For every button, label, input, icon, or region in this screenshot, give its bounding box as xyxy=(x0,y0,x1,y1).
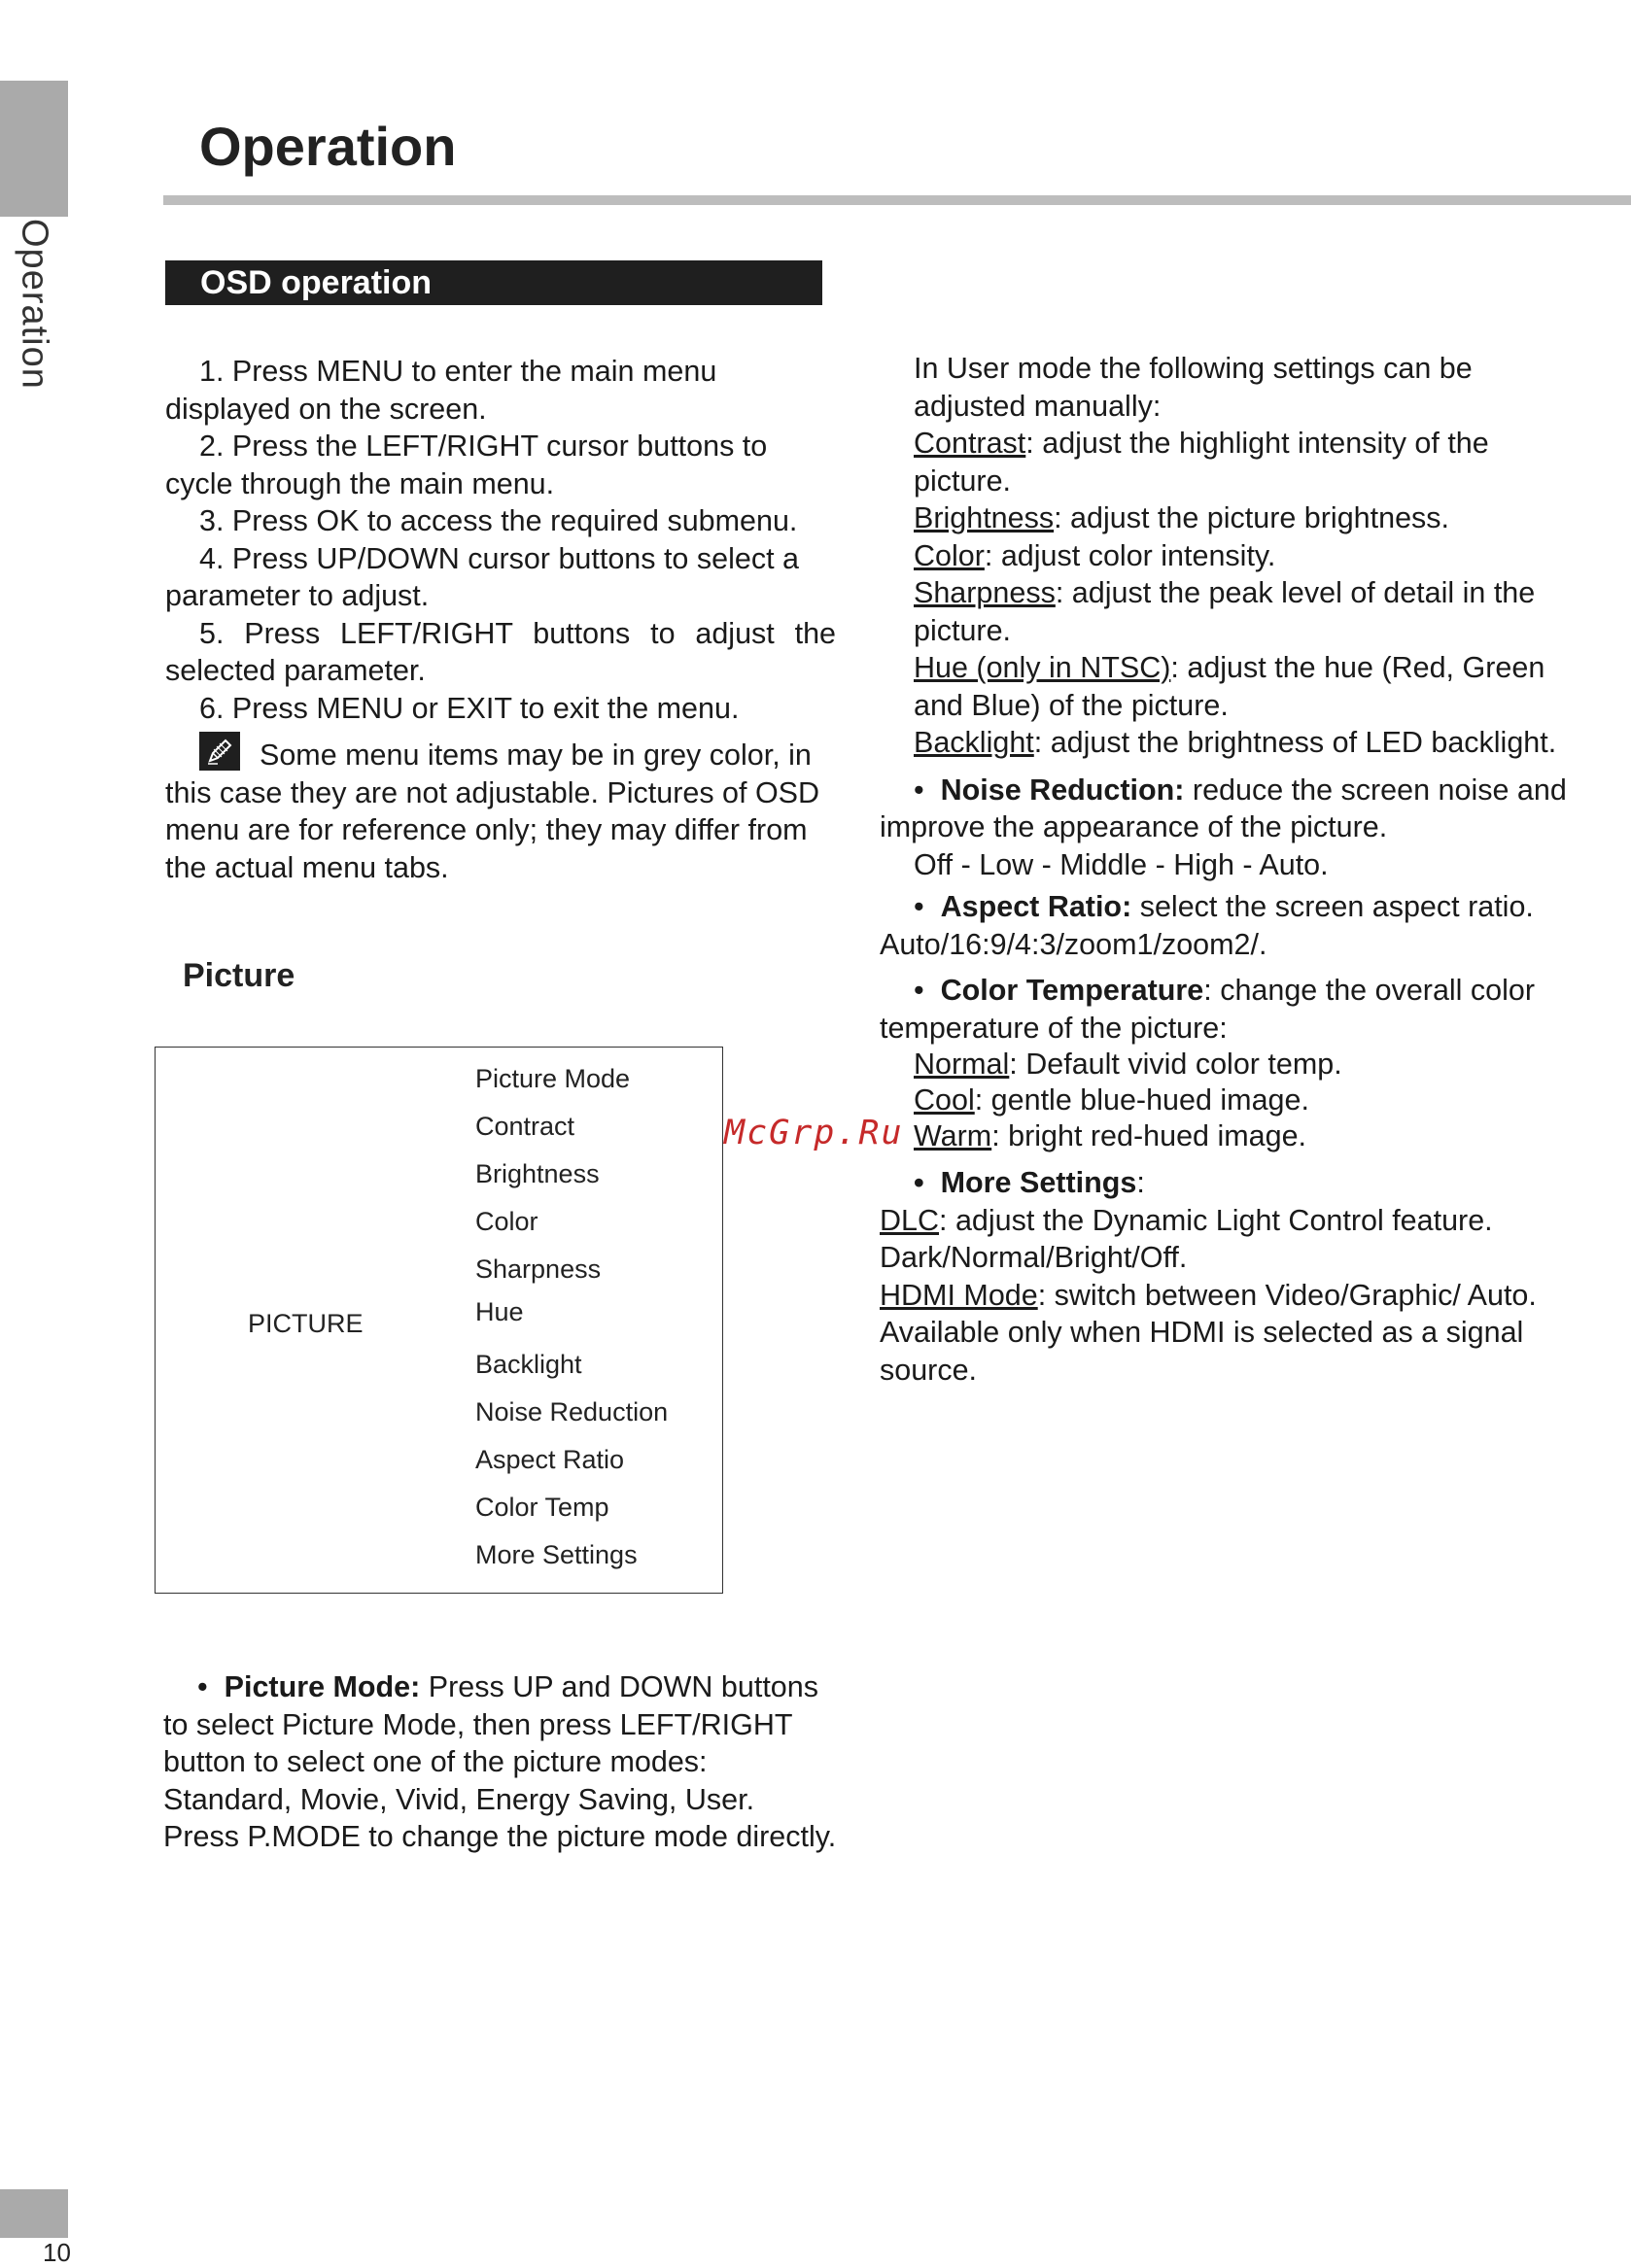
title-divider xyxy=(163,195,1631,205)
watermark: McGrp.Ru xyxy=(724,1114,904,1152)
setting-hue: Hue (only in NTSC): adjust the hue (Red, Green and Blue) of the picture. xyxy=(914,651,1545,722)
more-settings-item: • More Settings: xyxy=(914,1166,1145,1199)
bullet: • xyxy=(914,890,941,923)
setting-sharpness: Sharpness: adjust the peak level of detail in the picture. xyxy=(914,576,1536,647)
menu-item-hue: Hue xyxy=(475,1297,524,1326)
setting-contrast: Contrast: adjust the highlight intensity of the picture. xyxy=(914,427,1489,498)
step-2: 2. Press the LEFT/RIGHT cursor buttons to cycle through the main menu. xyxy=(165,430,768,500)
note-paragraph xyxy=(165,732,836,886)
menu-item-aspect-ratio: Aspect Ratio xyxy=(475,1445,625,1474)
temp-warm: Warm: bright red-hued image. xyxy=(914,1119,1307,1152)
dlc-item: DLC: adjust the Dynamic Light Control feature. Dark/Normal/Bright/Off. xyxy=(880,1203,1493,1274)
setting-color: Color: adjust color intensity. xyxy=(914,538,1276,572)
menu-item-sharpness: Sharpness xyxy=(475,1254,602,1284)
picture-mode-text: Press UP and DOWN buttons to select Picture Mode, then press LEFT/RIGHT button to select one of the picture modes: Standard, Movie, Vivid, Energy Saving, User. xyxy=(163,1670,818,1816)
step-1: 1. Press MENU to enter the main menu displayed on the screen. xyxy=(165,355,717,426)
osd-menu-frame xyxy=(155,1047,723,1594)
step-6: 6. Press MENU or EXIT to exit the menu. xyxy=(199,691,740,725)
picture-mode-extra: Press P.MODE to change the picture mode directly. xyxy=(163,1820,837,1853)
right-column xyxy=(880,350,1579,1389)
picture-mode-description xyxy=(163,1668,844,1856)
bullet: • xyxy=(197,1670,225,1703)
temp-cool: Cool: gentle blue-hued image. xyxy=(914,1083,1309,1117)
osd-steps xyxy=(165,353,836,886)
menu-item-backlight: Backlight xyxy=(475,1350,582,1379)
bullet: • xyxy=(914,773,941,807)
menu-item-contract: Contract xyxy=(475,1112,575,1141)
picture-heading: Picture xyxy=(183,957,295,994)
menu-category-label: PICTURE xyxy=(248,1309,364,1338)
menu-item-noise-reduction: Noise Reduction xyxy=(475,1397,669,1426)
aspect-ratio-item: • Aspect Ratio: select the screen aspect ratio. Auto/16:9/4:3/zoom1/zoom2/. xyxy=(880,890,1534,961)
menu-item-color: Color xyxy=(475,1207,538,1236)
setting-brightness: Brightness: adjust the picture brightness. xyxy=(914,501,1450,534)
user-mode-block xyxy=(880,350,1579,762)
step-4: 4. Press UP/DOWN cursor buttons to select a parameter to adjust. xyxy=(165,541,799,612)
side-chapter-label: Operation xyxy=(14,219,55,390)
setting-backlight: Backlight: adjust the brightness of LED backlight. xyxy=(914,726,1557,759)
noise-reduction-item: • Noise Reduction: reduce the screen noise and improve the appearance of the picture. xyxy=(880,773,1567,843)
note-text: Some menu items may be in grey color, in this case they are not adjustable. Pictures of OSD menu are for reference only; they may differ from the actual menu tabs. xyxy=(165,739,820,884)
menu-item-more-settings: More Settings xyxy=(475,1540,638,1569)
menu-item-brightness: Brightness xyxy=(475,1159,600,1188)
hdmi-mode-item: HDMI Mode: switch between Video/Graphic/ Auto. Available only when HDMI is selected as a signal source. xyxy=(880,1278,1537,1387)
page-number: 10 xyxy=(43,2238,71,2267)
color-temp-options xyxy=(880,1047,1579,1154)
picture-mode-term: Picture Mode: xyxy=(224,1670,421,1703)
side-tab xyxy=(0,81,68,217)
page-title: Operation xyxy=(199,116,457,177)
step-5: 5. Press LEFT/RIGHT buttons to adjust the selected parameter. xyxy=(165,616,836,687)
noise-reduction-options: Off - Low - Middle - High - Auto. xyxy=(914,847,1329,881)
section-title-bar: OSD operation xyxy=(165,260,822,305)
user-mode-intro: In User mode the following settings can be adjusted manually: xyxy=(914,352,1473,423)
menu-item-color-temp: Color Temp xyxy=(475,1493,609,1522)
bullet: • xyxy=(914,974,941,1007)
side-footer-tab xyxy=(0,2189,68,2238)
bullet: • xyxy=(914,1166,941,1199)
note-pencil-icon xyxy=(199,732,240,771)
step-3: 3. Press OK to access the required submenu. xyxy=(199,504,798,537)
temp-normal: Normal: Default vivid color temp. xyxy=(914,1048,1342,1081)
menu-item-picture-mode: Picture Mode xyxy=(475,1064,631,1093)
color-temperature-item: • Color Temperature: change the overall color temperature of the picture: xyxy=(880,974,1536,1045)
